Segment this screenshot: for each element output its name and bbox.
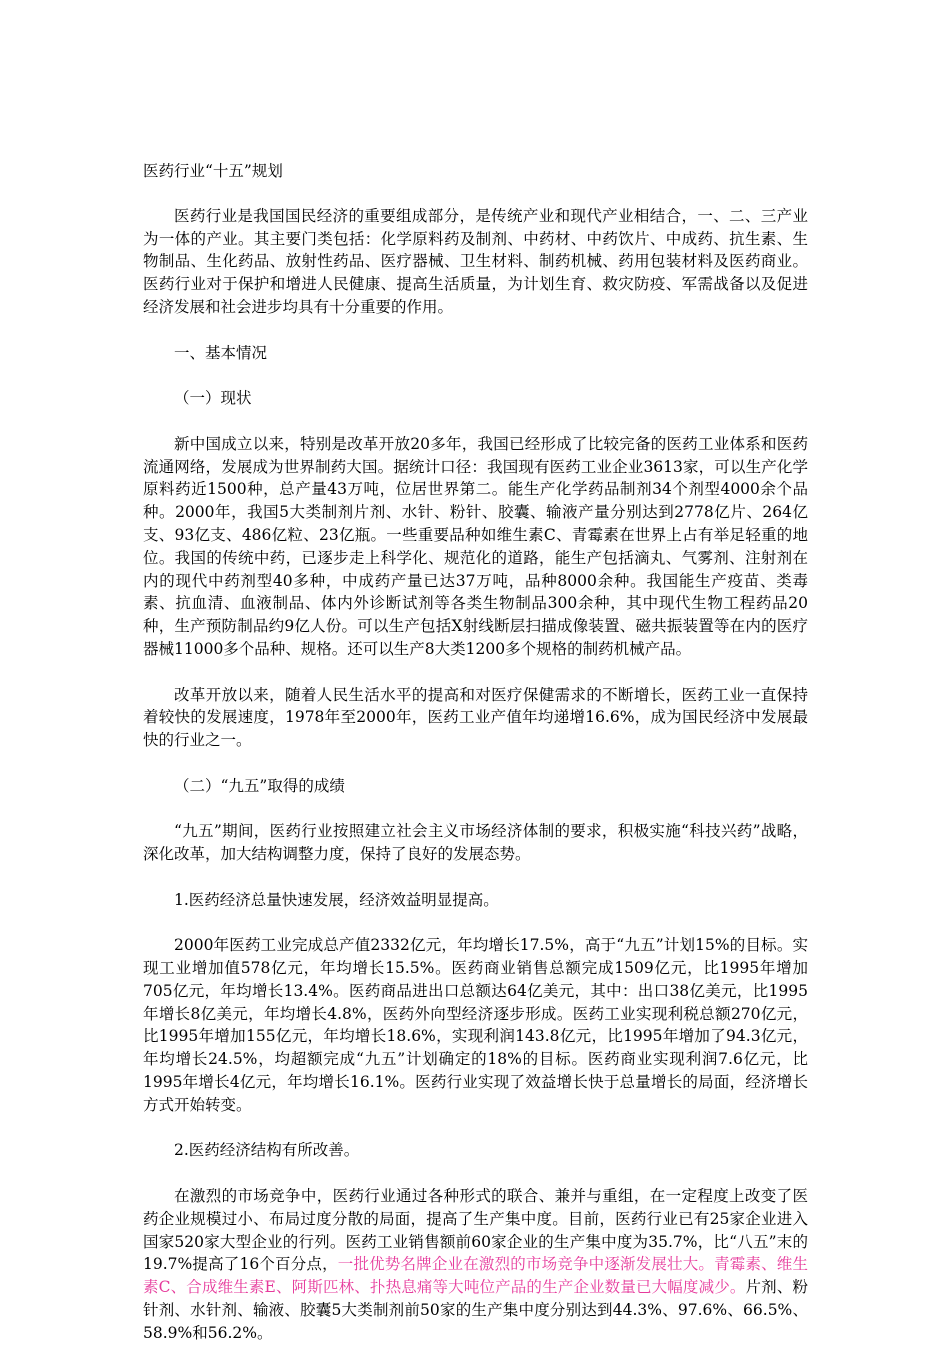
point-2-paragraph bbox=[143, 1185, 808, 1345]
achievements-intro-paragraph: “九五”期间，医药行业按照建立社会主义市场经济体制的要求，积极实施“科技兴药”战略，深化改革，加大结构调整力度，保持了良好的发展态势。 bbox=[143, 822, 808, 864]
point-2-text-part-1: 在激烈的市场竞争中，医药行业通过各种形式的联合、兼并与重组，在一定程度上改变了医药企业规模过小、布局过度分散的局面，提高了生产集中度。目前，医药行业已有25家企业进入国家520家大型企业的行列。医药工业销售额前60家企业的生产集中度为35.7%，比“八五”末的19.7%提高了16个百分点， bbox=[143, 1187, 808, 1274]
intro-paragraph: 医药行业是我国国民经济的重要组成部分，是传统产业和现代产业相结合，一、二、三产业为一体的产业。其主要门类包括：化学原料药及制剂、中药材、中药饮片、中成药、抗生素、生物制品、生化药品、放射性药品、医疗器械、卫生材料、制药机械、药用包装材料及医药商业。医药行业对于保护和增进人民健康、提高生活质量，为计划生育、救灾防疫、军需战备以及促进经济发展和社会进步均具有十分重要的作用。 bbox=[143, 206, 808, 316]
status-paragraph-2: 改革开放以来，随着人民生活水平的提高和对医疗保健需求的不断增长，医药工业一直保持着较快的发展速度，1978年至2000年，医药工业产值年均递增16.6%，成为国民经济中发展最快的行业之一。 bbox=[143, 685, 808, 750]
subsection-heading-status: （一）现状 bbox=[174, 389, 252, 408]
document-title: 医药行业“十五”规划 bbox=[143, 162, 283, 180]
point-2-heading: 2.医药经济结构有所改善。 bbox=[174, 1141, 360, 1160]
point-2-highlighted-text: 一批优势名牌企业在激烈的市场竞争中逐渐发展壮大。青霉素、维生素C、合成维生素E、阿斯匹林、扑热息痛等大吨位产品的生产企业数量已大幅度减少。 bbox=[143, 1255, 808, 1297]
point-2-text-part-2: 片剂、粉针剂、水针剂、输液、胶囊5大类制剂前50家的生产集中度分别达到44.3%、97.6%、66.5%、58.9%和56.2%。 bbox=[143, 1278, 808, 1342]
status-paragraph-1: 新中国成立以来，特别是改革开放20多年，我国已经形成了比较完备的医药工业体系和医药流通网络，发展成为世界制药大国。据统计口径：我国现有医药工业企业3613家，可以生产化学原料药近1500种，总产量43万吨，位居世界第二。能生产化学药品制剂34个剂型4000余个品种。2000年，我国5大类制剂片剂、水针、粉针、胶囊、输液产量分别达到2778亿片、264亿支、93亿支、486亿粒、23亿瓶。一些重要品种如维生素C、青霉素在世界上占有举足轻重的地位。我国的传统中药，已逐步走上科学化、规范化的道路，能生产包括滴丸、气雾剂、注射剂在内的现代中药剂型40多种，中成药产量已达37万吨，品种8000余种。我国能生产疫苗、类毒素、抗血清、血液制品、体内外诊断试剂等各类生物制品300余种，其中现代生物工程药品20种，生产预防制品约9亿人份。可以生产包括X射线断层扫描成像装置、磁共振装置等在内的医疗器械11000多个品种、规格。还可以生产8大类1200多个规格的制药机械产品。 bbox=[143, 434, 808, 658]
point-1-paragraph: 2000年医药工业完成总产值2332亿元，年均增长17.5%，高于“九五”计划15%的目标。实现工业增加值578亿元，年均增长15.5%。医药商业销售总额完成1509亿元，比1995年增加705亿元，年均增长13.4%。医药商品进出口总额达64亿美元，其中：出口38亿美元，比1995年增长8亿美元，年均增长4.8%，医药外向型经济逐步形成。医药工业实现利税总额270亿元，比1995年增加155亿元，年均增长18.6%，实现利润143.8亿元，比1995年增加了94.3亿元，年均增长24.5%，均超额完成“九五”计划确定的18%的目标。医药商业实现利润7.6亿元，比1995年增长4亿元，年均增长16.1%。医药行业实现了效益增长快于总量增长的局面，经济增长方式开始转变。 bbox=[143, 936, 808, 1114]
point-1-heading: 1.医药经济总量快速发展，经济效益明显提高。 bbox=[174, 890, 499, 909]
section-heading-basic-situation: 一、基本情况 bbox=[174, 343, 268, 362]
document-page bbox=[143, 160, 808, 1367]
subsection-heading-achievements: （二）“九五”取得的成绩 bbox=[174, 776, 345, 795]
